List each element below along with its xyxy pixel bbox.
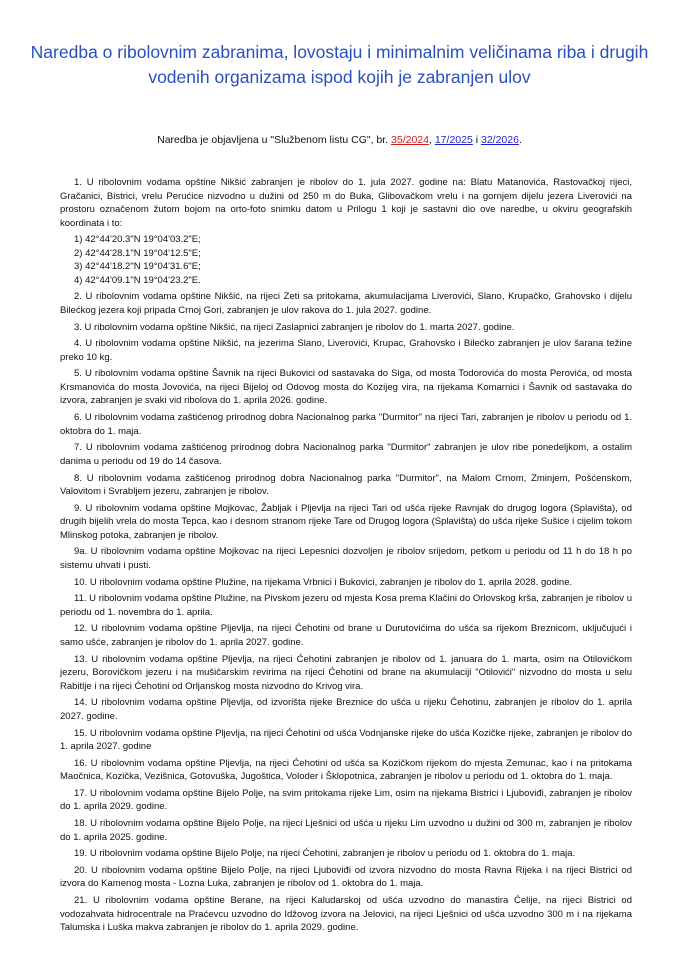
- article-18: 18. U ribolovnim vodama opštine Bijelo Polje, na rijeci Lješnici od ušća u rijeku Lim uzvodno u dužini od 300 m, zabranjen je ribolov do 1. aprila 2025. godine.: [60, 818, 632, 843]
- gazette-link-1[interactable]: 35/2024: [391, 134, 429, 146]
- article-9a: 9a. U ribolovnim vodama opštine Mojkovac na rijeci Lepesnici dozvoljen je ribolov srijedom, petkom u periodu od 11 h do 18 h po sistemu uhvati i pusti.: [60, 546, 632, 571]
- document-body: [60, 176, 632, 938]
- article-13: 13. U ribolovnim vodama opštine Pljevlja, na rijeci Ćehotini zabranjen je ribolov od 1. januara do 1. marta, osim na Otilovićkom jezeru, Borovičkom jezeru i na mušičarskim revirima na rijeci Ćehotini od brane na akumulaciji "Otilovići" nizvodno do mosta u selu Rabitlje i na rijeci Ćehotini od Orljanskog mosta nizvodno do Krivog vira.: [60, 653, 632, 692]
- article-1: 1. U ribolovnim vodama opštine Nikšić zabranjen je ribolov do 1. jula 2027. godine na: Blatu Matanovića, Rastovačkoj rijeci, Gračanici, Bistrici, vrelu Perućice nizvodno u dužini od 250 m do Buka, Glibovačkom vrelu i na gornjem dijelu jezera Liverovići na prostoru označenom žutom bojom na orto-foto snimku datom u Prilogu 1 koji je sastavni dio ove naredbe, u okviru geografskih koordinata i to:: [60, 177, 632, 229]
- article-12: 12. U ribolovnim vodama opštine Pljevlja, na rijeci Ćehotini od brane u Durutovićima do ušća sa rijekom Breznicom, uključujući i samo ušće, zabranjen je ribolov do 1. aprila 2027. godine.: [60, 623, 632, 648]
- gazette-link-2[interactable]: 17/2025: [434, 134, 473, 146]
- coordinate-list: [60, 233, 632, 287]
- article-17: 17. U ribolovnim vodama opštine Bijelo Polje, na svim pritokama rijeke Lim, osim na rijekama Bistrici i Ljuboviđi, zabranjen je ribolov do 1. aprila 2029. godine.: [60, 787, 632, 813]
- article-3: 3. U ribolovnim vodama opštine Nikšić, na rijeci Zaslapnici zabranjen je ribolov do 1. marta 2027. godine.: [74, 321, 515, 333]
- article-8: 8. U ribolovnim vodama zaštićenog prirodnog dobra Nacionalnog parka "Durmitor", na Malom Crnom, Zminjem, Pošćenskom, Valovitom i Svrabljem jezeru, zabranjen je ribolov.: [60, 472, 632, 497]
- article-7: 7. U ribolovnim vodama zaštićenog prirodnog dobra Nacionalnog parka "Durmitor" zabranjen je ulov ribe ponedeljkom, a ostalim danima u periodu od 19 do 14 časova.: [60, 442, 632, 467]
- coordinate-item-1: 1) 42°44'20.3"N 19°04'03.2"E;: [74, 234, 201, 246]
- gazette-link-3[interactable]: 32/2026: [480, 134, 519, 146]
- article-10: 10. U ribolovnim vodama opštine Plužine, na rijekama Vrbnici i Bukovici, zabranjen je ribolov do 1. aprila 2028. godine.: [74, 576, 573, 588]
- article-19: 19. U ribolovnim vodama opštine Bijelo Polje, na rijeci Ćehotini, zabranjen je ribolov u periodu od 1. oktobra do 1. maja.: [74, 848, 576, 860]
- coordinate-item-2: 2) 42°44'28.1"N 19°04'12.5"E;: [74, 247, 201, 259]
- publication-suffix: .: [518, 134, 522, 146]
- document-title: Naredba o ribolovnim zabranima, lovostaju i minimalnim veličinama riba i drugih vodenih organizama ispod kojih je zabranjen ulov: [30, 42, 649, 87]
- coordinate-item-3: 3) 42°44'18.2"N 19°04'31.6"E;: [74, 261, 201, 273]
- publication-line: [0, 134, 679, 146]
- article-20: 20. U ribolovnim vodama opštine Bijelo Polje, na rijeci Ljuboviđi od izvora nizvodno do mosta Ravna Rijeka i na rijeci Bistrici od izvora do Kamenog mosta - Lozna Luka, zabranjen je ribolov od 1. oktobra do 1. maja.: [60, 864, 632, 890]
- article-21: 21. U ribolovnim vodama opštine Berane, na rijeci Kaludarskoj od ušća uzvodno do manastira Ćelije, na rijeci Bistrici od vodozahvata hidrocentrale na Praćevcu uzvodno do Idžovog izvora na Jelovici, na rijeci Lješnici od ušća uzvodno 300 m i na rijekama Talumska i Luška makva zabranjen je ribolov do 1. aprila 2029. godine.: [60, 895, 632, 934]
- publication-separator-1: ,: [429, 134, 432, 146]
- article-6: 6. U ribolovnim vodama zaštićenog prirodnog dobra Nacionalnog parka "Durmitor" na rijeci Tari, zabranjen je ribolov u periodu od 1. oktobra do 1. maja.: [60, 412, 632, 437]
- article-11: 11. U ribolovnim vodama opštine Plužine, na Pivskom jezeru od mjesta Kosa prema Klačini do Orlovskog krša, zabranjen je ribolov u periodu od 1. novembra do 1. aprila.: [60, 593, 632, 618]
- article-4: 4. U ribolovnim vodama opštine Nikšić, na jezerima Slano, Liverovići, Krupac, Grahovsko i Bilećko zabranjen je ulov šarana težine preko 10 kg.: [60, 338, 632, 363]
- publication-separator-2: i: [472, 134, 481, 146]
- article-2: 2. U ribolovnim vodama opštine Nikšić, na rijeci Zeti sa pritokama, akumulacijama Liverovići, Slano, Krupačko, Grahovsko i dijelu Bilećkog jezera koji pripada Crnoj Gori, zabranjen je ulov rakova do 1. jula 2027. godine.: [60, 291, 632, 316]
- article-14: 14. U ribolovnim vodama opštine Pljevlja, od izvorišta rijeke Breznice do ušća u rijeku Ćehotinu, zabranjen je ribolov do 1. aprila 2027. godine.: [60, 697, 632, 722]
- article-9: 9. U ribolovnim vodama opštine Mojkovac, Žabljak i Pljevlja na rijeci Tari od ušća rijeke Ravnjak do drugog logora (Splavišta), od drugih bijelih vrela do mosta Tepca, kao i desnom stranom rijeke Tare od Drugog logora (Splavišta) do ušća rijeke Sušice i cijelim tokom Mlinskog potoka, zabranjen je ribolov.: [60, 502, 632, 541]
- publication-prefix: Naredba je objavljena u "Službenom listu CG", br.: [157, 134, 389, 146]
- article-15: 15. U ribolovnim vodama opštine Pljevlja, na rijeci Ćehotini od ušća Vodnjanske rijeke do ušća Kozičke rijeke, zabranjen je ribolov do 1. aprila 2027. godine: [60, 727, 632, 752]
- article-16: 16. U ribolovnim vodama opštine Pljevlja, na rijeci Ćehotini od ušća sa Kozičkom rijekom do mjesta Zemunac, kao i na pritokama Maočnica, Kozička, Vezišnica, Gotovuška, Jugoštica, Voloder i Šklopotnica, zabranjen je ribolov u periodu od 1. oktobra do 1. maja.: [60, 757, 632, 783]
- article-5: 5. U ribolovnim vodama opštine Šavnik na rijeci Bukovici od sastavaka do Siga, od mosta Todorovića do mosta Perovića, od mosta Krsmanovića do mosta Jovovića, na rijeci Bijeloj od Odovog mosta do Kozijeg vira, na rijekama Komarnici i Šavnik od sastavaka do izvora, zabranjen je svaki vid ribolova do 1. aprila 2026. godine.: [60, 368, 632, 407]
- coordinate-item-4: 4) 42°44'09.1"N 19°04'23.2"E.: [74, 274, 201, 286]
